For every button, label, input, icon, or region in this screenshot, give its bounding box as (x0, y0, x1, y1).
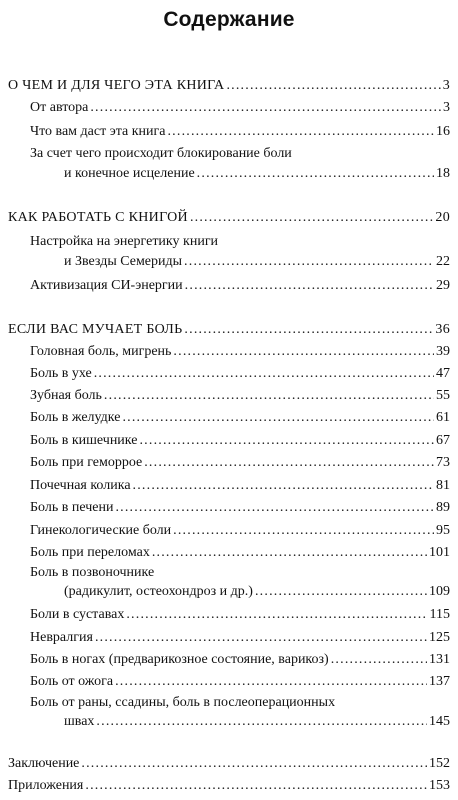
toc-leader-dots (133, 478, 434, 494)
toc-section-heading[interactable] (8, 76, 450, 94)
toc-page-number: 115 (429, 607, 450, 622)
toc-page-number: 101 (429, 545, 450, 560)
toc-entry-title: Боль в кишечнике (30, 433, 138, 448)
toc-leader-dots (90, 100, 441, 116)
toc-leader-dots (331, 652, 427, 668)
toc-leader-dots (152, 545, 427, 561)
toc-page-number: 20 (435, 210, 450, 225)
toc-entry[interactable] (8, 476, 450, 494)
toc-page-number: 125 (429, 630, 450, 645)
toc-page-number: 16 (436, 124, 450, 139)
toc-entry-title: Боли в суставах (30, 607, 125, 622)
toc-leader-dots (139, 433, 434, 449)
toc-entry-continuation[interactable] (8, 582, 450, 600)
toc-entry[interactable] (8, 431, 450, 449)
toc-entry-title[interactable]: Боль в позвоночнике (30, 565, 155, 580)
toc-leader-dots (104, 388, 434, 404)
toc-page-number: 131 (429, 652, 450, 667)
toc-page-number: 73 (436, 455, 450, 470)
toc-entry-title: Невралгия (30, 630, 93, 645)
toc-leader-dots (96, 714, 427, 730)
toc-page-number: 3 (442, 78, 450, 93)
toc-page-number: 29 (436, 278, 450, 293)
page-title: Содержание (163, 8, 295, 31)
toc-entry-title-cont: и Звезды Семериды (64, 254, 183, 269)
toc-entry[interactable] (8, 408, 450, 426)
toc-entry[interactable] (8, 628, 450, 646)
toc-entry[interactable] (8, 386, 450, 404)
toc-entry-title: Головная боль, мигрень (30, 344, 172, 359)
toc-page-number: 95 (436, 523, 450, 538)
toc-entry-title: Боль в желудке (30, 410, 121, 425)
toc-leader-dots (185, 278, 434, 294)
toc-page-number: 145 (429, 714, 450, 729)
toc-leader-dots (85, 778, 427, 794)
toc-entry-title: Боль в печени (30, 500, 114, 515)
toc-leader-dots (184, 322, 433, 338)
toc-leader-dots (226, 78, 440, 94)
toc-entry[interactable] (8, 122, 450, 140)
toc-entry-title: Боль при геморрое (30, 455, 143, 470)
toc-page-number: 137 (429, 674, 450, 689)
toc-leader-dots (94, 366, 434, 382)
toc-entry[interactable] (8, 342, 450, 360)
toc-section-title: ЕСЛИ ВАС МУЧАЕТ БОЛЬ (8, 322, 183, 337)
toc-entry-title: Боль от ожога (30, 674, 114, 689)
toc-entry-title: Боль в ногах (предварикозное состояние, варикоз) (30, 652, 329, 667)
toc-entry-title: Заключение (8, 756, 80, 771)
toc-entry-title[interactable]: За счет чего происходит блокирование боли (30, 146, 292, 161)
toc-page-number: 36 (435, 322, 450, 337)
toc-entry-title: От автора (30, 100, 89, 115)
toc-entry-title: Зубная боль (30, 388, 102, 403)
toc-entry[interactable] (8, 521, 450, 539)
toc-section-title: КАК РАБОТАТЬ С КНИГОЙ (8, 210, 188, 225)
toc-leader-dots (190, 210, 433, 226)
toc-entry-continuation[interactable] (8, 712, 450, 730)
toc-leader-dots (197, 166, 434, 182)
toc-entry[interactable] (8, 453, 450, 471)
toc-page-number: 47 (436, 366, 450, 381)
toc-leader-dots (115, 674, 427, 690)
toc-entry[interactable] (8, 650, 450, 668)
toc-entry-title[interactable]: Боль от раны, ссадины, боль в послеоперационных (30, 695, 336, 710)
toc-section-heading[interactable] (8, 320, 450, 338)
toc-page-number: 67 (436, 433, 450, 448)
toc-entry[interactable] (8, 672, 450, 690)
toc-leader-dots (126, 607, 427, 623)
toc-leader-dots (255, 584, 427, 600)
toc-leader-dots (167, 124, 434, 140)
toc-entry-continuation[interactable] (8, 164, 450, 182)
toc-entry-title: Почечная колика (30, 478, 131, 493)
toc-page-number: 81 (436, 478, 450, 493)
toc-page-number: 39 (436, 344, 450, 359)
toc-section-title: О ЧЕМ И ДЛЯ ЧЕГО ЭТА КНИГА (8, 78, 225, 93)
toc-entry-title-cont: швах (64, 714, 95, 729)
toc-leader-dots (173, 344, 434, 360)
toc-page-number: 153 (429, 778, 450, 793)
toc-entry-title-cont: (радикулит, остеохондроз и др.) (64, 584, 253, 599)
toc-entry[interactable] (8, 98, 450, 116)
toc-page-number: 61 (436, 410, 450, 425)
toc-leader-dots (184, 254, 434, 270)
toc-page-number: 109 (429, 584, 450, 599)
toc-entry[interactable] (8, 605, 450, 623)
toc-entry[interactable] (8, 543, 450, 561)
toc-page-number: 18 (436, 166, 450, 181)
toc-entry[interactable] (8, 276, 450, 294)
toc-leader-dots (95, 630, 427, 646)
toc-entry-title-cont: и конечное исцеление (64, 166, 195, 181)
toc-section-heading[interactable] (8, 208, 450, 226)
toc-entry-continuation[interactable] (8, 252, 450, 270)
toc-entry[interactable] (8, 498, 450, 516)
toc-leader-dots (115, 500, 434, 516)
toc-entry-title: Боль в ухе (30, 366, 92, 381)
toc-leader-dots (122, 410, 434, 426)
toc-end-entry[interactable] (8, 776, 450, 794)
toc-entry-title: Боль при переломах (30, 545, 150, 560)
toc-entry-title: Гинекологические боли (30, 523, 172, 538)
toc-leader-dots (81, 756, 427, 772)
toc-leader-dots (144, 455, 434, 471)
toc-page-number: 89 (436, 500, 450, 515)
toc-page-number: 3 (443, 100, 450, 115)
toc-leader-dots (173, 523, 434, 539)
toc-page-number: 152 (429, 756, 450, 771)
toc-end-entry[interactable] (8, 754, 450, 772)
toc-entry[interactable] (8, 364, 450, 382)
toc-page-number: 22 (436, 254, 450, 269)
toc-entry-title: Активизация СИ-энергии (30, 278, 183, 293)
toc-entry-title[interactable]: Настройка на энергетику книги (30, 234, 219, 249)
toc-page-number: 55 (436, 388, 450, 403)
toc-entry-title: Что вам даст эта книга (30, 124, 166, 139)
toc-entry-title: Приложения (8, 778, 84, 793)
